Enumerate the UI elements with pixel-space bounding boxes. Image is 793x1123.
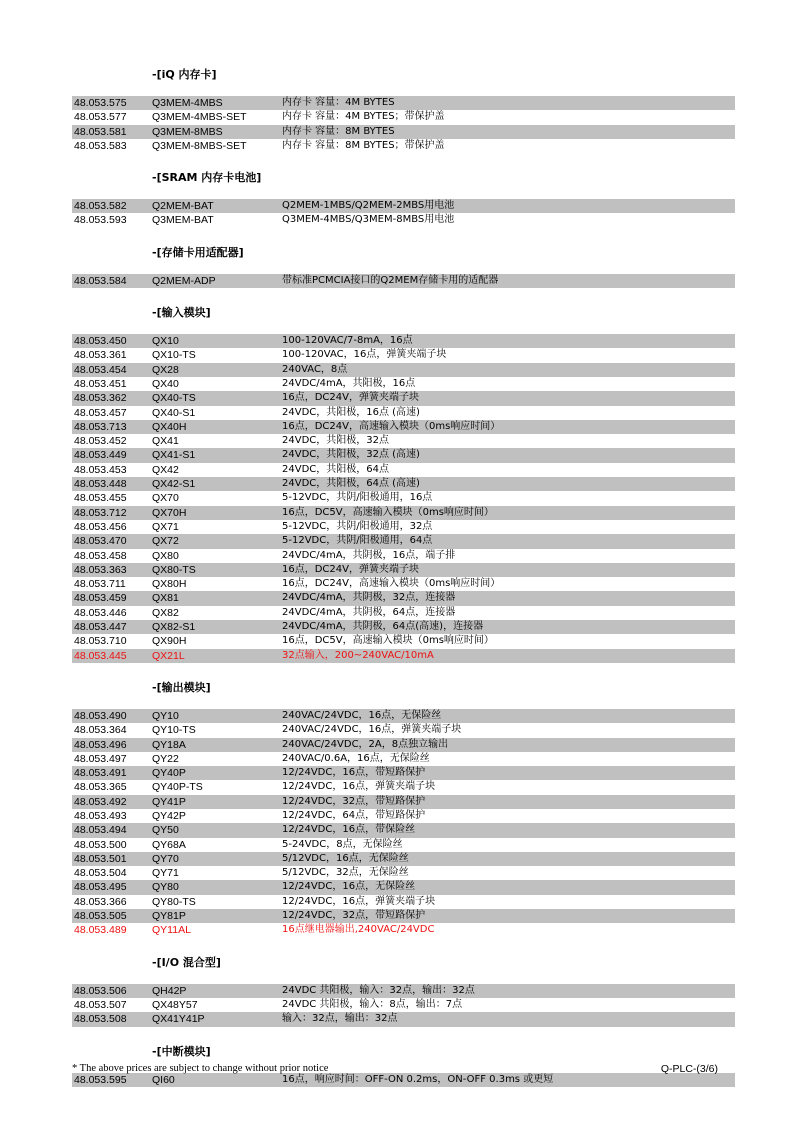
description: 12/24VDC，32点，带短路保护	[282, 795, 426, 807]
description: Q2MEM-1MBS/Q2MEM-2MBS用电池	[282, 200, 455, 212]
order-code: 48.053.445	[74, 649, 127, 662]
model-name: QY40P-TS	[152, 781, 203, 794]
order-code: 48.053.446	[74, 606, 127, 619]
table-row	[72, 549, 735, 563]
model-name: QY18A	[152, 738, 186, 751]
order-code: 48.053.470	[74, 535, 127, 548]
model-name: QI60	[152, 1073, 175, 1086]
model-name: QY71	[152, 867, 179, 880]
table-row	[72, 274, 735, 288]
table-row	[72, 96, 735, 110]
order-code: 48.053.584	[74, 274, 127, 287]
order-code: 48.053.455	[74, 492, 127, 505]
model-name: QY22	[152, 752, 179, 765]
order-code: 48.053.454	[74, 363, 127, 376]
order-code: 48.053.366	[74, 895, 127, 908]
description: 16点，DC24V，弹簧夹端子块	[282, 563, 419, 575]
model-name: QY81P	[152, 910, 186, 923]
order-code: 48.053.491	[74, 767, 127, 780]
product-table	[72, 984, 735, 1027]
table-row	[72, 534, 735, 548]
description: 16点，DC5V，高速输入模块（0ms响应时间）	[282, 506, 494, 518]
model-name: QX42-S1	[152, 478, 196, 491]
description: 带标准PCMCIA接口的Q2MEM存储卡用的适配器	[282, 274, 499, 286]
section-heading: -[输入模块]	[152, 306, 211, 320]
model-name: QY41P	[152, 795, 186, 808]
model-name: QX40	[152, 377, 179, 390]
description: 240VAC/24VDC，16点，无保险丝	[282, 709, 442, 721]
order-code: 48.053.710	[74, 635, 127, 648]
product-table	[72, 709, 735, 938]
order-code: 48.053.362	[74, 392, 127, 405]
order-code: 48.053.490	[74, 709, 127, 722]
table-row	[72, 406, 735, 420]
description: 100-120VAC/7-8mA，16点	[282, 335, 413, 347]
table-row	[72, 852, 735, 866]
model-name: QY40P	[152, 767, 186, 780]
description: 内存卡 容量：8M BYTES	[282, 125, 395, 137]
section-heading: -[iQ 内存卡]	[152, 68, 217, 81]
description: 24VDC，共阳极，64点	[282, 463, 389, 475]
description: 240VAC/0.6A，16点，无保险丝	[282, 752, 430, 764]
description: 24VDC/4mA，共阳极，16点	[282, 377, 416, 389]
description: 12/24VDC，32点，带短路保护	[282, 910, 426, 922]
page-number: Q-PLC-(3/6)	[660, 1063, 718, 1075]
order-code: 48.053.500	[74, 838, 127, 851]
table-row	[72, 738, 735, 752]
description: 24VDC/4mA，共阴极，16点，端子排	[282, 549, 456, 561]
order-code: 48.053.507	[74, 998, 127, 1011]
description: 5/12VDC，16点，无保险丝	[282, 852, 409, 864]
model-name: QX80H	[152, 578, 187, 591]
order-code: 48.053.577	[74, 111, 127, 124]
order-code: 48.053.593	[74, 214, 127, 227]
table-row	[72, 139, 735, 153]
model-name: QY80	[152, 881, 179, 894]
section-heading: -[I/O 混合型]	[152, 955, 221, 969]
table-row	[72, 110, 735, 124]
description: 5-12VDC，共阴/阳极通用，16点	[282, 492, 433, 504]
order-code: 48.053.453	[74, 463, 127, 476]
model-name: QX72	[152, 535, 179, 548]
model-name: QY11AL	[152, 924, 191, 937]
order-code: 48.053.456	[74, 520, 127, 533]
description: 16点，DC5V，高速输入模块（0ms响应时间）	[282, 635, 494, 647]
order-code: 48.053.583	[74, 139, 127, 152]
description: 24VDC，共阳极，64点 (高速)	[282, 478, 420, 490]
model-name: Q3MEM-8MBS	[152, 125, 223, 138]
section-heading: -[输出模块]	[152, 680, 211, 694]
section-heading: -[SRAM 内存卡电池]	[152, 171, 262, 185]
footer-disclaimer: * The above prices are subject to change without prior notice	[72, 1063, 329, 1074]
table-row	[72, 606, 735, 620]
description: 5-12VDC，共阴/阳极通用，64点	[282, 535, 433, 547]
table-row	[72, 577, 735, 591]
order-code: 48.053.497	[74, 752, 127, 765]
description: 24VDC/4mA，共阴极，64点(高速)，连接器	[282, 621, 484, 633]
description: 12/24VDC，16点，带短路保护	[282, 767, 426, 779]
table-row	[72, 377, 735, 391]
description: 内存卡 容量：4M BYTES	[282, 97, 395, 108]
product-table	[72, 1073, 735, 1087]
model-name: QY50	[152, 824, 179, 837]
model-name: Q3MEM-4MBS-SET	[152, 111, 247, 124]
section-heading: -[中断模块]	[152, 1044, 211, 1058]
table-row	[72, 420, 735, 434]
model-name: QX28	[152, 363, 179, 376]
table-row	[72, 1073, 735, 1087]
order-code: 48.053.713	[74, 420, 127, 433]
order-code: 48.053.365	[74, 781, 127, 794]
table-row	[72, 649, 735, 663]
model-name: QY70	[152, 852, 179, 865]
table-row	[72, 125, 735, 139]
order-code: 48.053.506	[74, 984, 127, 997]
model-name: QX10	[152, 335, 179, 348]
model-name: QY42P	[152, 809, 186, 822]
model-name: QY68A	[152, 838, 186, 851]
model-name: QX41	[152, 435, 179, 448]
product-table	[72, 199, 735, 228]
order-code: 48.053.447	[74, 621, 127, 634]
product-table	[72, 274, 735, 288]
table-row	[72, 1012, 735, 1026]
description: 5-24VDC，8点，无保险丝	[282, 838, 403, 850]
model-name: Q3MEM-BAT	[152, 214, 214, 227]
description: 12/24VDC，16点，弹簧夹端子块	[282, 781, 436, 793]
order-code: 48.053.449	[74, 449, 127, 462]
model-name: QX70	[152, 492, 179, 505]
description: 16点，DC24V，高速输入模块（0ms响应时间）	[282, 420, 501, 432]
order-code: 48.053.452	[74, 435, 127, 448]
table-row	[72, 795, 735, 809]
order-code: 48.053.496	[74, 738, 127, 751]
table-row	[72, 591, 735, 605]
table-row	[72, 895, 735, 909]
order-code: 48.053.501	[74, 852, 127, 865]
model-name: QX82-S1	[152, 621, 196, 634]
table-row	[72, 838, 735, 852]
model-name: QX21L	[152, 649, 185, 662]
model-name: QX70H	[152, 506, 187, 519]
description: 24VDC 共阳极，输入：8点，输出：7点	[282, 998, 463, 1010]
description: 24VDC，共阳极，32点 (高速)	[282, 449, 420, 461]
table-row	[72, 709, 735, 723]
model-name: QX40-TS	[152, 392, 196, 405]
model-name: QY10-TS	[152, 724, 196, 737]
table-row	[72, 620, 735, 634]
model-name: QY10	[152, 709, 179, 722]
table-row	[72, 563, 735, 577]
description: 16点，响应时间：OFF-ON 0.2ms，ON-OFF 0.3ms 或更短	[282, 1073, 554, 1085]
description: 5/12VDC，32点，无保险丝	[282, 867, 409, 879]
order-code: 48.053.505	[74, 910, 127, 923]
order-code: 48.053.448	[74, 478, 127, 491]
table-row	[72, 909, 735, 923]
table-row	[72, 752, 735, 766]
description: 12/24VDC，16点，带保险丝	[282, 824, 416, 836]
table-row	[72, 998, 735, 1012]
order-code: 48.053.363	[74, 563, 127, 576]
order-code: 48.053.450	[74, 335, 127, 348]
description: 5-12VDC，共阴/阳极通用，32点	[282, 520, 433, 532]
order-code: 48.053.493	[74, 809, 127, 822]
description: 16点，DC24V，弹簧夹端子块	[282, 392, 419, 404]
description: 12/24VDC，16点，弹簧夹端子块	[282, 895, 436, 907]
description: 24VDC，共阳极，32点	[282, 435, 389, 447]
model-name: Q3MEM-4MBS	[152, 97, 223, 109]
table-row	[72, 463, 735, 477]
order-code: 48.053.361	[74, 349, 127, 362]
description: 32点输入，200~240VAC/10mA	[282, 649, 434, 661]
table-row	[72, 880, 735, 894]
order-code: 48.053.457	[74, 406, 127, 419]
model-name: QX41-S1	[152, 449, 196, 462]
model-name: QX42	[152, 463, 179, 476]
model-name: QX90H	[152, 635, 187, 648]
order-code: 48.053.494	[74, 824, 127, 837]
table-row	[72, 448, 735, 462]
description: 内存卡 容量：4M BYTES；带保护盖	[282, 111, 445, 123]
table-row	[72, 809, 735, 823]
order-code: 48.053.492	[74, 795, 127, 808]
table-row	[72, 334, 735, 348]
table-row	[72, 780, 735, 794]
description: 16点，DC24V，高速输入模块（0ms响应时间）	[282, 578, 501, 590]
table-row	[72, 866, 735, 880]
order-code: 48.053.711	[74, 578, 126, 591]
table-row	[72, 506, 735, 520]
order-code: 48.053.458	[74, 549, 127, 562]
product-table	[72, 334, 735, 663]
order-code: 48.053.364	[74, 724, 127, 737]
order-code: 48.053.582	[74, 200, 127, 213]
order-code: 48.053.595	[74, 1073, 127, 1086]
description: 240VAC/24VDC，2A，8点独立输出	[282, 738, 449, 750]
model-name: QX71	[152, 520, 179, 533]
model-name: QH42P	[152, 984, 187, 997]
model-name: QX80-TS	[152, 563, 196, 576]
table-row	[72, 363, 735, 377]
model-name: QX82	[152, 606, 179, 619]
product-table	[72, 96, 735, 153]
table-row	[72, 348, 735, 362]
table-row	[72, 520, 735, 534]
model-name: QX10-TS	[152, 349, 196, 362]
table-row	[72, 923, 735, 937]
table-row	[72, 199, 735, 213]
description: 240VAC，8点	[282, 363, 348, 375]
order-code: 48.053.508	[74, 1013, 127, 1026]
order-code: 48.053.459	[74, 592, 127, 605]
model-name: Q2MEM-BAT	[152, 200, 214, 213]
order-code: 48.053.712	[74, 506, 127, 519]
table-row	[72, 766, 735, 780]
description: Q3MEM-4MBS/Q3MEM-8MBS用电池	[282, 214, 455, 226]
order-code: 48.053.575	[74, 97, 127, 109]
table-row	[72, 434, 735, 448]
table-row	[72, 723, 735, 737]
table-row	[72, 477, 735, 491]
table-row	[72, 213, 735, 227]
table-row	[72, 391, 735, 405]
description: 24VDC/4mA，共阴极，32点，连接器	[282, 592, 456, 604]
order-code: 48.053.504	[74, 867, 127, 880]
model-name: QX40H	[152, 420, 187, 433]
description: 12/24VDC，16点，无保险丝	[282, 881, 416, 893]
table-row	[72, 491, 735, 505]
description: 16点继电器输出,240VAC/24VDC	[282, 924, 435, 936]
model-name: QX80	[152, 549, 179, 562]
description: 240VAC/24VDC，16点，弹簧夹端子块	[282, 724, 462, 736]
price-list-document	[0, 64, 793, 1101]
description: 内存卡 容量：8M BYTES；带保护盖	[282, 139, 445, 151]
description: 100-120VAC，16点，弹簧夹端子块	[282, 349, 447, 361]
model-name: QX40-S1	[152, 406, 196, 419]
description: 输入：32点，输出：32点	[282, 1013, 398, 1025]
description: 12/24VDC，64点，带短路保护	[282, 809, 426, 821]
table-row	[72, 634, 735, 648]
model-name: QY80-TS	[152, 895, 196, 908]
section-heading: -[存储卡用适配器]	[152, 245, 244, 259]
table-row	[72, 823, 735, 837]
table-row	[72, 984, 735, 998]
order-code: 48.053.495	[74, 881, 127, 894]
description: 24VDC/4mA，共阴极，64点，连接器	[282, 606, 456, 618]
model-name: Q3MEM-8MBS-SET	[152, 139, 247, 152]
order-code: 48.053.489	[74, 924, 127, 937]
model-name: QX41Y41P	[152, 1013, 205, 1026]
description: 24VDC 共阳极，输入：32点，输出：32点	[282, 984, 475, 996]
order-code: 48.053.451	[74, 377, 127, 390]
model-name: Q2MEM-ADP	[152, 274, 216, 287]
description: 24VDC，共阳极，16点 (高速)	[282, 406, 420, 418]
model-name: QX48Y57	[152, 998, 198, 1011]
order-code: 48.053.581	[74, 125, 127, 138]
model-name: QX81	[152, 592, 179, 605]
